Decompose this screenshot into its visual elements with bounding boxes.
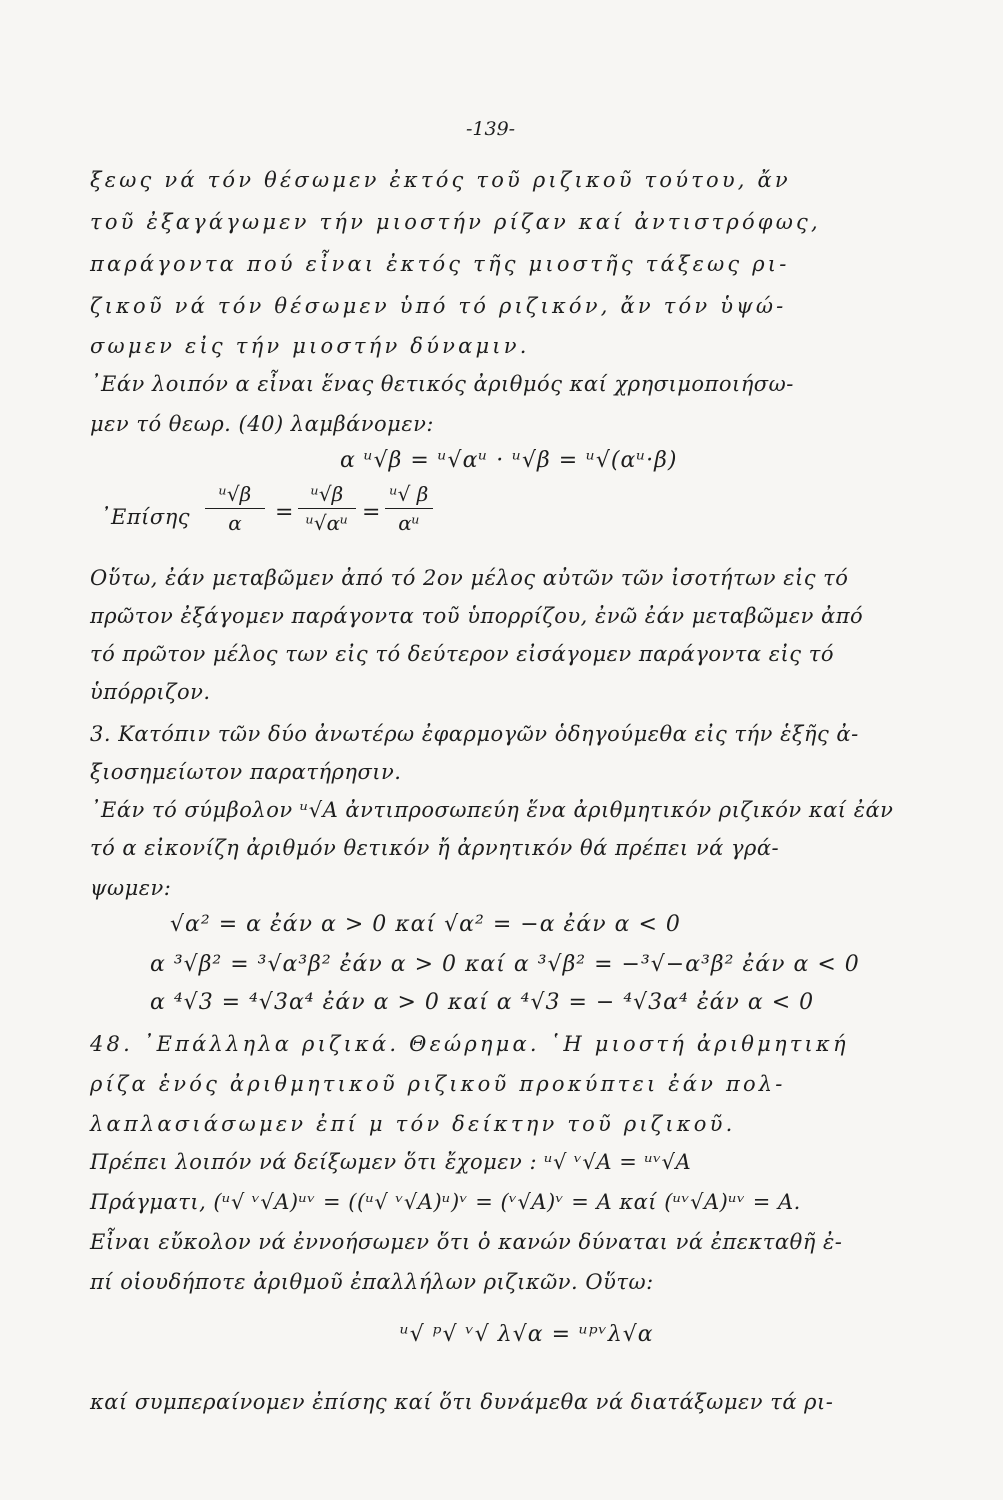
text-line: καί συμπεραίνομεν ἐπίσης καί ὅτι δυνάμεθα νά διατάξωμεν τά ρι-	[90, 1390, 834, 1414]
equation-line: α ³√β² = ³√α³β² ἐάν α > 0 καί α ³√β² = −³√−α³β² ἐάν α < 0	[150, 952, 860, 977]
text-line: Εἶναι εὔκολον νά ἐννοήσωμεν ὅτι ὁ κανών δύναται νά ἐπεκταθῆ ἐ-	[90, 1230, 843, 1254]
text-line: πί οἱουδήποτε ἀριθμοῦ ἐπαλλήλων ριζικῶν. Οὕτω:	[90, 1270, 654, 1294]
text-line: ξεως νά τόν θέσωμεν ἐκτός τοῦ ριζικοῦ τούτου, ἄν	[90, 168, 791, 192]
section-heading: 48. ᾿Επάλληλα ριζικά. Θεώρημα. ῾Η μιοστή ἀριθμητική	[90, 1032, 849, 1056]
fraction-1	[205, 482, 265, 535]
text-line: Πρέπει λοιπόν νά δείξωμεν ὅτι ἔχομεν : ᵘ√ ᵛ√A = ᵘᵛ√A	[90, 1150, 692, 1174]
text-line: τό πρῶτον μέλος των εἰς τό δεύτερον εἰσάγομεν παράγοντα εἰς τό	[90, 642, 834, 666]
fraction-numerator: ᵘ√ β	[389, 482, 429, 506]
fraction-denominator: αᵘ	[398, 511, 420, 535]
text-line: ξιοσημείωτον παρατήρησιν.	[90, 760, 402, 784]
fraction-3	[385, 482, 433, 535]
text-line: παράγοντα πού εἶναι ἐκτός τῆς μιοστῆς τάξεως ρι-	[90, 252, 790, 276]
text-line: τό α εἰκονίζη ἀριθμόν θετικόν ἤ ἀρνητικόν θά πρέπει νά γρά-	[90, 836, 780, 860]
text-line: ᾿Εάν λοιπόν α εἶναι ἕνας θετικός ἀριθμός καί χρησιμοποιήσω-	[90, 372, 794, 396]
page-number: -139-	[466, 118, 516, 140]
fraction-denominator: ᵘ√αᵘ	[305, 511, 349, 535]
text-line: ὑπόρριζον.	[90, 680, 211, 704]
text-line: Οὕτω, ἐάν μεταβῶμεν ἀπό τό 2ον μέλος αὐτῶν τῶν ἰσοτήτων εἰς τό	[90, 566, 849, 590]
text-line: τοῦ ἐξαγάγωμεν τήν μιοστήν ρίζαν καί ἀντιστρόφως,	[90, 210, 821, 234]
fraction-numerator: ᵘ√β	[218, 482, 252, 506]
episis-label: ᾿Επίσης	[100, 505, 191, 529]
text-line: 3. Κατόπιν τῶν δύο ἀνωτέρω ἐφαρμογῶν ὁδηγούμεθα εἰς τήν ἑξῆς ἀ-	[90, 722, 859, 746]
fraction-bar	[298, 508, 356, 509]
text-line: ρίζα ἑνός ἀριθμητικοῦ ριζικοῦ προκύπτει ἐάν πολ-	[90, 1072, 786, 1096]
equation-line: √α² = α ἐάν α > 0 καί √α² = −α ἐάν α < 0	[170, 912, 681, 937]
equals-sign: =	[275, 500, 294, 525]
fraction-2	[298, 482, 356, 535]
text-line: μεν τό θεωρ. (40) λαμβάνομεν:	[90, 412, 434, 436]
text-line: ψωμεν:	[90, 876, 172, 900]
fraction-numerator: ᵘ√β	[310, 482, 344, 506]
formula-nested-radicals: ᵘ√ ᵖ√ ᵛ√ λ√α = ᵘᵖᵛλ√α	[400, 1322, 654, 1347]
text-line: Πράγματι, (ᵘ√ ᵛ√A)ᵘᵛ = ((ᵘ√ ᵛ√A)ᵘ)ᵛ = (ᵛ√A)ᵛ = A καί (ᵘᵛ√A)ᵘᵛ = A.	[90, 1190, 801, 1214]
fraction-denominator: α	[228, 511, 242, 535]
text-line: λαπλασιάσωμεν ἐπί μ τόν δείκτην τοῦ ριζικοῦ.	[90, 1112, 736, 1136]
equals-sign: =	[362, 500, 381, 525]
text-line: πρῶτον ἐξάγομεν παράγοντα τοῦ ὑπορρίζου, ἐνῶ ἐάν μεταβῶμεν ἀπό	[90, 604, 864, 628]
text-line: ᾿Εάν τό σύμβολον ᵘ√A ἀντιπροσωπεύη ἕνα ἀριθμητικόν ριζικόν καί ἐάν	[90, 798, 894, 822]
text-line: σωμεν εἰς τήν μιοστήν δύναμιν.	[90, 334, 530, 358]
equation-line: α ⁴√3 = ⁴√3α⁴ ἐάν α > 0 καί α ⁴√3 = − ⁴√3α⁴ ἐάν α < 0	[150, 990, 815, 1015]
text-line: ζικοῦ νά τόν θέσωμεν ὑπό τό ριζικόν, ἄν τόν ὑψώ-	[90, 294, 787, 318]
fraction-bar	[205, 508, 265, 509]
fraction-bar	[385, 508, 433, 509]
formula-radical-product: α ᵘ√β = ᵘ√αᵘ · ᵘ√β = ᵘ√(αᵘ·β)	[340, 448, 678, 473]
